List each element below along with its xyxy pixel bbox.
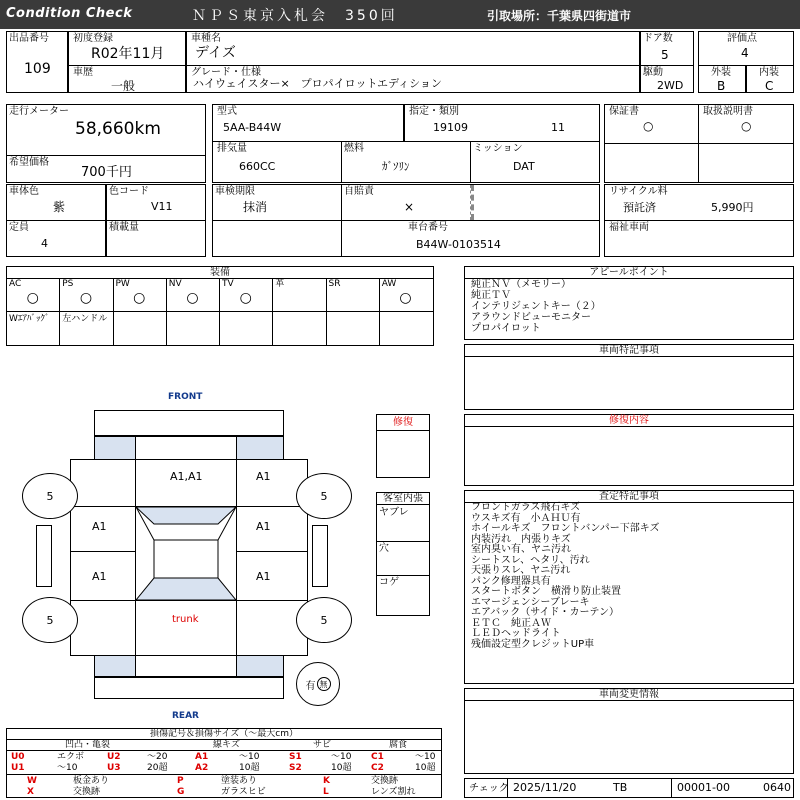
legend-mark-desc: ガラスヒビ	[221, 787, 266, 797]
equipment-label-2: Wｴｱﾊﾞｯｸﾞ	[9, 314, 50, 324]
capacity-box	[6, 220, 106, 257]
special-notes-box	[464, 344, 794, 410]
designation-label: 指定・類別	[409, 106, 459, 117]
liability: ×	[404, 200, 415, 214]
chassis-number: B44W-0103514	[416, 238, 501, 251]
equipment-label: AC	[9, 279, 22, 289]
front-bumper	[94, 410, 284, 436]
equipment-label: PW	[115, 279, 130, 289]
cabin-title: 客室内張	[377, 493, 429, 505]
history: 一般	[111, 79, 136, 93]
equipment-cell	[380, 279, 433, 311]
inspection-note-line: エマージェンシーブレーキ	[471, 596, 590, 608]
body-color-label: 車体色	[9, 186, 39, 197]
legend-code: C2	[371, 763, 384, 773]
pickup-location: 引取場所：千葉県四街道市	[487, 9, 632, 23]
legend-title: 損傷記号＆損傷サイズ（〜最大cm）	[7, 729, 441, 740]
body-color: 紫	[53, 200, 66, 214]
equipment-cell	[167, 279, 220, 311]
rear-light-left	[94, 655, 136, 677]
doors-box	[640, 31, 694, 66]
tire-depth-front-right: 5	[320, 489, 328, 503]
first-reg: R02年11月	[91, 46, 165, 62]
sheet-title: Condition Check	[6, 6, 133, 21]
legend-group-rust: サビ	[313, 740, 332, 750]
equipment-title: 装備	[7, 267, 433, 279]
drive: 2WD	[657, 79, 684, 92]
damage-code-left-rear: A1	[92, 570, 107, 583]
grade-label: グレード・仕様	[191, 67, 261, 78]
exterior-grade: B	[717, 79, 726, 93]
equipment-mark: ○	[26, 290, 39, 306]
appeal-title: アピールポイント	[465, 267, 793, 279]
legend-code: U0	[11, 752, 25, 762]
equipment-cell-2	[114, 312, 167, 345]
displacement: 660CC	[239, 160, 276, 173]
tire-depth-front-left: 5	[46, 489, 54, 503]
legend-code: U3	[107, 763, 121, 773]
appeal-line: アラウンドビューモニター	[471, 312, 591, 323]
legend-mark-code: K	[323, 776, 330, 786]
inspection-note-line: 内装汚れ 内張りキズ	[471, 533, 571, 545]
damage-code-left-front: A1	[92, 520, 107, 533]
chassis-label: 車台番号	[408, 222, 448, 233]
legend-group-corrosion: 腐食	[389, 740, 408, 750]
damage-legend	[6, 728, 442, 798]
chassis-box	[341, 220, 600, 257]
rear-light-right	[236, 655, 284, 677]
equipment-cell	[60, 279, 113, 311]
fuel-box	[341, 141, 471, 183]
desired-price-label: 希望価格	[9, 157, 49, 168]
rear-bumper	[94, 677, 284, 699]
equipment-mark: ○	[239, 290, 252, 306]
legend-group-dent: 凹凸・亀裂	[65, 740, 111, 750]
legend-mark-desc: 交換跡	[73, 787, 101, 797]
vehicle-change-title: 車両変更情報	[465, 689, 793, 701]
legend-size: エクボ	[57, 752, 85, 762]
cabin-item-hole: 穴	[379, 543, 389, 554]
left-rear-quarter	[70, 600, 136, 656]
color-code: V11	[151, 200, 173, 213]
recycle-label: リサイクル料	[609, 186, 668, 197]
damage-code-right-rear: A1	[256, 570, 271, 583]
warranty-box	[604, 104, 699, 183]
hood-front	[135, 436, 237, 460]
equipment-cell-2	[60, 312, 113, 345]
inspection-note-line: ホイールキズ フロントバンパー下部キズ	[471, 523, 660, 534]
tire-front-right	[296, 473, 352, 519]
equipment-cell	[327, 279, 380, 311]
legend-group-scratch: 線キズ	[213, 740, 240, 750]
mileage-box	[6, 104, 206, 156]
inspection-note-line: 室内臭い有、ヤニ汚れ	[471, 544, 571, 555]
right-rear-door	[236, 551, 308, 601]
equipment-label: NV	[168, 279, 182, 289]
fuel-label: 燃料	[344, 143, 364, 154]
lot-number: 109	[24, 61, 51, 77]
history-box	[68, 65, 186, 93]
inspection-note-line: パンク修理器具有	[471, 575, 551, 587]
repair-title: 修復	[377, 415, 429, 431]
legend-mark-code: L	[323, 787, 329, 797]
footer-bar	[464, 778, 794, 798]
right-mirror	[312, 525, 328, 587]
legend-code: S1	[289, 752, 302, 762]
equipment-mark: ○	[399, 290, 412, 306]
desired-price-box	[6, 155, 206, 183]
equipment-cell-2	[220, 312, 273, 345]
equipment-cell	[273, 279, 326, 311]
car-name: デイズ	[195, 45, 236, 61]
equipment-cell-2	[380, 312, 433, 345]
inspection-note-line: シートスレ、ヘタリ、汚れ	[471, 554, 590, 566]
inspection-notes-title: 査定特記事項	[465, 491, 793, 503]
welfare-label: 福祉車両	[609, 222, 649, 233]
inspection-note-line: フロントガラス飛石キズ	[471, 502, 581, 513]
lot-number-label: 出品番号	[9, 33, 49, 44]
appeal-box	[464, 266, 794, 340]
equipment-label: AW	[381, 279, 397, 289]
spare-label: 有	[305, 680, 316, 692]
equipment-cell	[7, 279, 60, 311]
repair-content-title: 修復内容	[465, 415, 793, 427]
drive-box	[640, 65, 694, 93]
inspection-note-line: ＬＥＤヘッドライト	[471, 628, 561, 639]
model: 5AA-B44W	[223, 121, 282, 134]
legend-size: 10超	[331, 763, 352, 773]
car-name-box	[186, 31, 640, 66]
equipment-table	[6, 266, 434, 346]
roof-glass-diagram	[136, 507, 236, 600]
left-front-fender	[70, 459, 136, 507]
first-reg-label: 初度登録	[73, 33, 113, 44]
liability-box	[341, 184, 600, 221]
designation-box	[404, 104, 600, 142]
desired-price: 700千円	[81, 165, 132, 180]
legend-size: 〜20	[147, 752, 168, 762]
damage-code-right-fender: A1	[256, 470, 271, 483]
front-light-right	[236, 436, 284, 460]
inspection-note-line: ＥＴＣ 純正ＡＷ	[471, 617, 551, 629]
legend-size: 10超	[415, 763, 436, 773]
appeal-line: 純正ＴＶ	[471, 290, 511, 301]
equipment-label: PS	[62, 279, 74, 289]
transmission-label: ミッション	[473, 143, 523, 154]
exterior-box	[698, 65, 746, 93]
inspection-note-line: スタートボタン 横滑り防止装置	[471, 586, 621, 597]
legend-code: S2	[289, 763, 302, 773]
load-box	[106, 220, 206, 257]
recycle-status: 預託済	[623, 201, 656, 214]
legend-code: C1	[371, 752, 384, 762]
appeal-line: インテリジェントキー（２）	[471, 301, 601, 312]
legend-mark-desc: 交換跡	[371, 776, 399, 786]
legend-size: 〜10	[415, 752, 436, 762]
legend-mark-desc: レンズ割れ	[371, 787, 416, 797]
equipment-cell	[220, 279, 273, 311]
left-mirror	[36, 525, 52, 587]
legend-code: U1	[11, 763, 25, 773]
tire-depth-rear-left: 5	[46, 613, 54, 627]
footer-code-2: 0640	[763, 781, 791, 794]
transmission: DAT	[513, 160, 535, 173]
tire-rear-left	[22, 597, 78, 643]
transmission-box	[470, 141, 600, 183]
legend-mark-desc: 板金あり	[73, 776, 110, 786]
cabin-box	[376, 492, 430, 616]
trunk-panel	[135, 600, 237, 656]
legend-mark-code: X	[27, 787, 34, 797]
mileage: 58,660km	[75, 119, 161, 139]
vehicle-change-box	[464, 688, 794, 774]
inspection-note-line: 天張りスレ、ヤニ汚れ	[471, 565, 571, 576]
lot-number-box	[6, 31, 68, 93]
exterior-label: 外装	[711, 67, 731, 78]
load-label: 積載量	[109, 222, 139, 233]
equipment-label: 革	[275, 279, 285, 289]
legend-size: 〜10	[57, 763, 78, 773]
inspection-box	[212, 184, 342, 221]
roof-area	[135, 506, 237, 601]
classification: 11	[551, 121, 565, 134]
cabin-item-burn: コゲ	[379, 577, 399, 588]
history-label: 車歴	[73, 67, 93, 78]
equipment-cell-2	[167, 312, 220, 345]
tire-front-left	[22, 473, 78, 519]
inspector: TB	[613, 781, 628, 794]
inspection-notes-box	[464, 490, 794, 684]
repair-box	[376, 414, 430, 478]
equipment-label-2: 左ハンドル	[62, 314, 108, 324]
legend-code: U2	[107, 752, 121, 762]
manual-box	[698, 104, 794, 183]
liability-label: 自賠責	[344, 186, 374, 197]
first-reg-box	[68, 31, 186, 66]
equipment-mark: ○	[79, 290, 93, 306]
body-color-box	[6, 184, 106, 221]
blank-box	[212, 220, 342, 257]
grade: ハイウェイスター× プロパイロットエディション	[193, 77, 442, 90]
score: 4	[741, 46, 749, 60]
hood	[135, 459, 237, 507]
grade-box	[186, 65, 640, 93]
auction-name: ＮＰＳ東京入札会 350回	[192, 8, 398, 24]
tire-rear-right	[296, 597, 352, 643]
appeal-line: 純正ＮＶ（メモリー）	[471, 279, 571, 290]
recycle-fee: 5,990円	[711, 201, 754, 214]
front-light-left	[94, 436, 136, 460]
equipment-cell-2	[327, 312, 380, 345]
spare-mark: 無	[317, 677, 331, 691]
trunk-label: trunk	[172, 614, 199, 625]
doors: 5	[661, 48, 669, 62]
check-date: 2025/11/20	[513, 781, 577, 794]
legend-mark-code: W	[27, 776, 37, 786]
special-notes-title: 車両特記事項	[465, 345, 793, 357]
legend-mark-code: P	[177, 776, 184, 786]
model-label: 型式	[217, 106, 237, 117]
equipment-cell-2	[273, 312, 326, 345]
drive-label: 駆動	[643, 67, 663, 78]
interior-label: 内装	[759, 67, 779, 78]
rear-label: REAR	[172, 711, 199, 721]
designation: 19109	[433, 121, 468, 134]
interior-box	[746, 65, 794, 93]
capacity: 4	[41, 237, 48, 250]
damage-code-roof: A1,A1	[170, 470, 203, 483]
manual-label: 取扱説明書	[703, 106, 753, 117]
rear-gate	[135, 655, 237, 677]
damage-code-right-front: A1	[256, 520, 271, 533]
model-box	[212, 104, 404, 142]
fuel: ｶﾞｿﾘﾝ	[382, 160, 410, 173]
legend-size: 〜10	[239, 752, 260, 762]
equipment-label: SR	[328, 279, 341, 289]
inspection-note-line: 残価設定型クレジットUP車	[471, 638, 595, 650]
legend-size: 10超	[239, 763, 260, 773]
front-label: FRONT	[168, 392, 203, 402]
inspection-note-line: ウスキズ有 小ＡＨＵ有	[471, 512, 581, 524]
inspection-note-line: エアバック（サイド・カーテン）	[471, 607, 619, 618]
equipment-cell-2	[7, 312, 60, 345]
interior-grade: C	[765, 79, 774, 93]
displacement-box	[212, 141, 342, 183]
manual: ○	[741, 119, 752, 133]
capacity-label: 定員	[9, 222, 29, 233]
equipment-mark: ○	[186, 290, 199, 306]
inspection: 抹消	[243, 200, 268, 214]
legend-code: A2	[195, 763, 209, 773]
recycle-box	[604, 184, 794, 221]
score-box	[698, 31, 794, 66]
cabin-item-tear: ヤブレ	[379, 507, 409, 518]
warranty: ○	[643, 119, 654, 133]
right-front-door	[236, 506, 308, 552]
equipment-label: TV	[222, 279, 234, 289]
legend-size: 20超	[147, 763, 168, 773]
legend-size: 〜10	[331, 752, 352, 762]
header-bar	[0, 0, 800, 29]
score-label: 評価点	[727, 33, 757, 44]
car-name-label: 車種名	[191, 33, 221, 44]
tire-depth-rear-right: 5	[320, 613, 328, 627]
repair-content-box	[464, 414, 794, 486]
spare-tire	[296, 662, 340, 706]
color-code-box	[106, 184, 206, 221]
legend-groups	[7, 740, 441, 751]
check-label: チェック	[469, 783, 509, 794]
inspection-label: 車検期限	[215, 186, 255, 197]
legend-mark-desc: 塗装あり	[221, 776, 258, 786]
equipment-mark: ○	[133, 290, 146, 306]
legend-mark-code: G	[177, 787, 185, 797]
mileage-label: 走行メーター	[9, 106, 69, 117]
legend-code: A1	[195, 752, 209, 762]
color-code-label: 色コード	[109, 186, 149, 197]
footer-code-1: 00001-00	[677, 781, 730, 794]
warranty-label: 保証書	[609, 106, 639, 117]
doors-label: ドア数	[643, 33, 673, 44]
equipment-cell	[114, 279, 167, 311]
appeal-line: プロパイロット	[471, 323, 541, 334]
displacement-label: 排気量	[217, 143, 247, 154]
welfare-box	[604, 220, 794, 257]
